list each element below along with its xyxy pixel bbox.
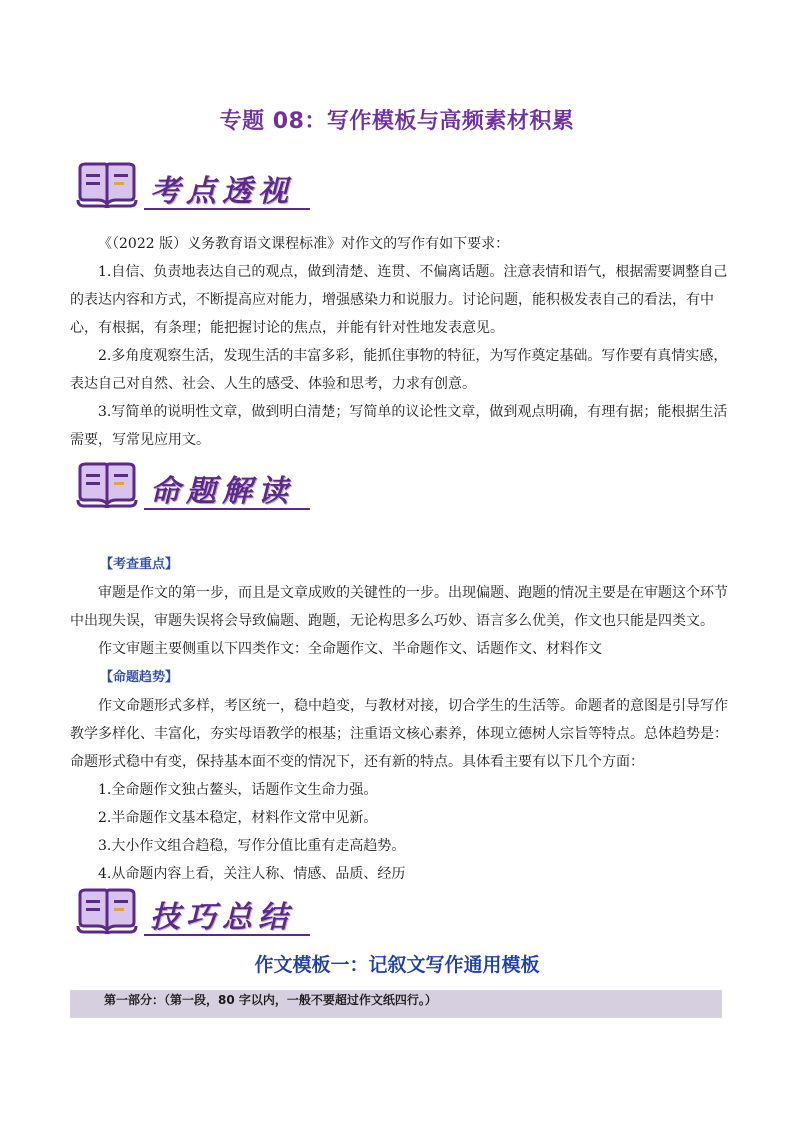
template-part-label: 第一部分：（第一段，80 字以内，一般不要超过作文纸四行。） — [104, 993, 437, 1007]
template-title: 作文模板一：记叙文写作通用模板 — [254, 954, 540, 976]
section-heading-mingti — [76, 460, 316, 520]
template-part-bar — [70, 990, 722, 1018]
kaodian-intro: 《（2022 版）义务教育语文课程标准》对作文的写作有如下要求： — [98, 236, 510, 252]
section-label: 技巧总结 — [150, 900, 294, 935]
mingti-body — [70, 550, 730, 888]
mingti-paragraph: 作文审题主要侧重以下四类作文：全命题作文、半命题作文、话题作文、材料作文 — [98, 641, 602, 657]
book-icon — [76, 460, 138, 510]
book-icon — [76, 886, 138, 936]
section-label: 考点透视 — [150, 174, 294, 209]
mingti-list-item: 3.大小作文组合趋稳，写作分值比重有走高趋势。 — [98, 838, 406, 854]
section-label: 命题解读 — [150, 474, 294, 509]
section-heading-kaodian — [76, 160, 316, 220]
section-underline — [144, 208, 310, 210]
page-title: 专题 08：写作模板与高频素材积累 — [219, 109, 575, 134]
book-icon — [76, 160, 138, 210]
kaodian-item: 3.写简单的说明性文章，做到明白清楚；写简单的议论性文章，做到观点明确，有理有据；能根据生活需要，写常见应用文。 — [70, 404, 728, 448]
kaodian-item: 2.多角度观察生活，发现生活的丰富多彩，能抓住事物的特征，为写作奠定基础。写作要有真情实感，表达自己对自然、社会、人生的感受、体验和思考，力求有创意。 — [70, 348, 728, 392]
mingti-list-item: 2.半命题作文基本稳定，材料作文常中见新。 — [98, 810, 378, 826]
tag-mingti-qushi: 【命题趋势】 — [100, 670, 179, 685]
section-heading-jiqiao — [76, 886, 316, 946]
kaodian-body — [70, 230, 730, 454]
tag-kaocha-zhongdian: 【考查重点】 — [100, 557, 179, 572]
mingti-paragraph: 审题是作文的第一步，而且是文章成败的关键性的一步。出现偏题、跑题的情况主要是在审题这个环节中出现失误，审题失误将会导致偏题、跑题，无论构思多么巧妙、语言多么优美，作文也只能是四类文。 — [70, 585, 728, 629]
kaodian-item: 1.自信、负责地表达自己的观点，做到清楚、连贯、不偏离话题。注意表情和语气，根据需要调整自己的表达内容和方式，不断提高应对能力，增强感染力和说服力。讨论问题，能积极发表自己的看法，有中心，有根据，有条理；能把握讨论的焦点，并能有针对性地发表意见。 — [70, 264, 728, 336]
mingti-list-item: 1.全命题作文独占鳌头，话题作文生命力强。 — [98, 782, 378, 798]
section-underline — [144, 934, 310, 936]
section-underline — [144, 508, 310, 510]
mingti-list-item: 4.从命题内容上看，关注人称、情感、品质、经历 — [98, 866, 406, 882]
mingti-paragraph: 作文命题形式多样，考区统一，稳中趋变，与教材对接，切合学生的生活等。命题者的意图是引导写作教学多样化、丰富化，夯实母语教学的根基；注重语文核心素养，体现立德树人宗旨等特点。总体趋势是：命题形式稳中有变，保持基本面不变的情况下，还有新的特点。具体看主要有以下几个方面： — [70, 698, 728, 770]
